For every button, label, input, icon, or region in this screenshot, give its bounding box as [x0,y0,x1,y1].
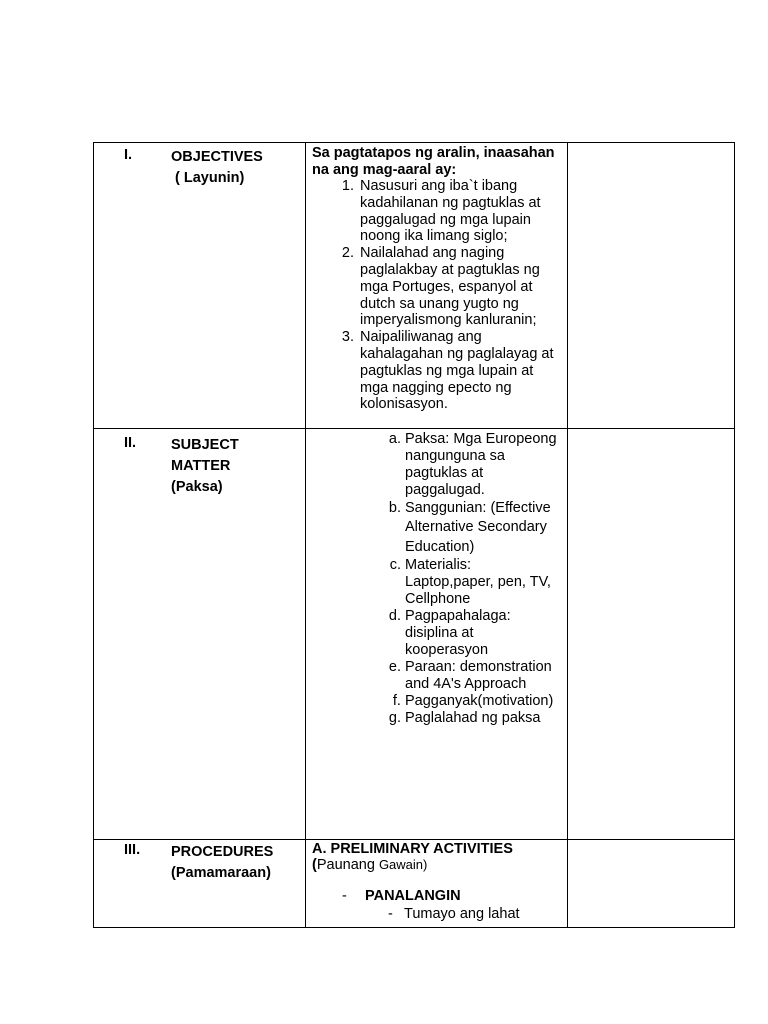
subject-matter-label-cell [94,429,306,840]
procedures-sub-item: - Tumayo ang lahat [388,906,520,922]
objectives-list [306,178,567,421]
objectives-intro: Sa pagtatapos ng aralin, inaasahan na ang mag-aaral ay: [312,145,555,178]
objectives-notes-cell [568,143,735,429]
list-item: e. Paraan: demonstration and 4A's Approach [405,659,559,693]
objectives-row [94,143,735,429]
procedures-row [94,840,735,928]
section-title: PROCEDURES [171,844,274,860]
subject-matter-content-cell [306,429,568,840]
section-title: SUBJECT [171,437,239,453]
objectives-content-cell [306,143,568,429]
section-subtitle: (Pamamaraan) [171,865,271,881]
list-item: a. Paksa: Mga Europeong nangunguna sa pagtuklas at paggalugad. [405,431,559,499]
list-item: c. Materialis: Laptop,paper, pen, TV, Cellphone [405,557,559,608]
list-item: 3. Naipaliliwanag ang kahalagahan ng paglalayag at pagtuklas ng mga lupain at mga nagging epecto ng kolonisasyon. [358,329,559,413]
procedures-heading: A. PRELIMINARY ACTIVITIES [312,841,513,857]
list-item: 1. Nasusuri ang iba`t ibang kadahilanan ng pagtuklas at paggalugad ng mga lupain noong ika limang siglo; [358,178,559,245]
section-title-cont: MATTER [171,458,231,474]
subject-matter-notes-cell [568,429,735,840]
subject-matter-list [306,429,567,735]
procedures-content-cell [306,840,568,928]
section-subtitle: (Paksa) [171,479,223,495]
procedures-notes-cell [568,840,735,928]
list-item: b. Sanggunian: (Effective Alternative Secondary Education) [405,499,559,557]
section-number: III. [124,842,141,858]
list-item: g. Paglalahad ng paksa [405,710,559,727]
section-number: I. [124,147,133,163]
procedures-dash-item: - PANALANGIN [342,888,461,904]
procedures-label-cell [94,840,306,928]
subject-matter-row [94,429,735,840]
section-title: OBJECTIVES [171,149,263,165]
list-item: f. Pagganyak(motivation) [405,693,559,710]
objectives-label-cell [94,143,306,429]
procedures-subheading: (Paunang Gawain) [312,857,428,873]
section-subtitle: ( Layunin) [171,170,245,186]
lesson-plan-table [93,142,735,928]
list-item: d. Pagpapahalaga: disiplina at kooperasyon [405,608,559,659]
list-item: 2. Nailalahad ang naging paglalakbay at pagtuklas ng mga Portuges, espanyol at dutch sa unang yugto ng imperyalismong kanluranin; [358,245,559,329]
section-number: II. [124,435,137,451]
